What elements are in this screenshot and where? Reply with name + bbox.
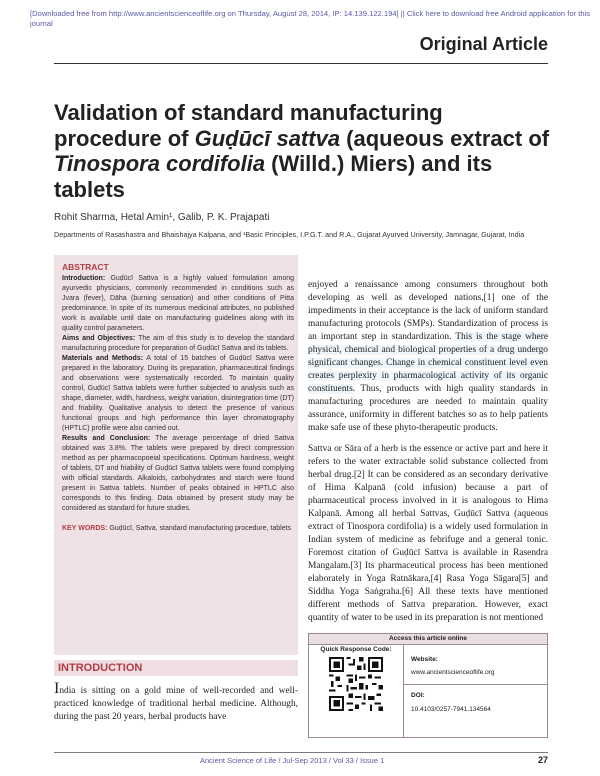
highlighted-text: This is the stage where physical, chemical and biological properties of a drug undergo significant changes. Change in chemical constituent level even creates perplexity in pharmacological activity of its organic constituents. [308, 332, 549, 394]
right-paragraph-1 [308, 279, 548, 435]
paragraph-1-start: enjoyed a renaissance among consumers throughout both developing as well as developed nations,[1] one of the impediments in their acceptance is the lack of uniform standard manufacturing protocols (SMPs). Standardization of process is an important step in standardization. [308, 280, 548, 342]
introduction-text [54, 682, 298, 724]
right-column-text [308, 279, 548, 625]
title-part-2: (aqueous extract of [340, 125, 550, 151]
affiliation: Departments of Rasashastra and Bhaishajya Kalpana, and ¹Basic Principles, I.P.G.T. and R.A., Gujarat Ayurved University, Jamnagar, Gujarat, India [54, 230, 525, 239]
website-link[interactable]: www.ancientscienceoflife.org [411, 669, 495, 676]
abstract-methods [62, 354, 294, 434]
footer-rule [54, 752, 548, 753]
abstract-keywords [62, 524, 294, 534]
doi-value[interactable]: 10.4103/0257-7941.134564 [411, 706, 491, 713]
article-title [54, 100, 554, 202]
access-box-divider [403, 684, 547, 685]
download-banner[interactable]: [Downloaded free from http://www.ancientscienceoflife.org on Thursday, August 28, 2014, IP: 14.139.122.194] || Click here to download free Android application for this [30, 9, 591, 18]
keywords-label: KEY WORDS: [62, 525, 108, 532]
download-banner-continued[interactable]: journal [30, 19, 53, 28]
doi-label: DOI: [411, 692, 425, 699]
qr-label: Quick Response Code: [320, 646, 392, 653]
abstract-intro-text: Guḍūcī Sattva is a highly valued formulation among ayurvedic physicians, commonly recommended in conditions such as Jvara (fever), Dāha (burning sensation) and other conditions of Pitta predominance. In spite of its numerous medicinal attributes, no published work is available until date on manufacturing guidelines along with its quality control parameters. [62, 275, 294, 332]
title-italic-2: Tinospora cordifolia [54, 151, 266, 176]
page-number: 27 [537, 755, 548, 765]
access-online-box [308, 633, 548, 738]
authors: Rohit Sharma, Hetal Amin¹, Galib, P. K. Prajapati [54, 212, 270, 223]
abstract-results-text: The average percentage of dried Sattva obtained was 3.8%. The tablets were prepared by direct compression method as per pharmacopoeial specifications. Optimum hardness, weight of tablets, DT and friability of Guḍūcī Sattva tablets were found complying with official standards. Alkaloids, carbohydrates and starch were found present in Sattva tablets. Number of peaks obtained in HPTLC also corresponds to this finding. Data obtained by present study may be considered as standard for future studies. [62, 435, 294, 512]
journal-footer: Ancient Science of Life / Jul-Sep 2013 / Vol 33 / Issue 1 [200, 756, 385, 765]
abstract-methods-label: Materials and Methods: [62, 355, 144, 362]
right-paragraph-2: Sattva or Sāra of a herb is the essence or active part and here it refers to the water extractable solid substance collected from herbal drug.[2] It can be considered as an secondary derivative of Hima Kalpanā (cold infusion) because a part of pharmaceutical process involved in it is analogous to Hima Kalpanā. Among all herbal Sattvas, Guḍūcī Sattva (aqueous extract of Tinospora cordifolia) is a widely used formulation in Indian system of medicine as febrifuge and a general tonic. Foremost citation of Guḍūcī Sattva is available in Rasendra Mangalam.[3] Its pharmaceutical process has been mentioned elaborately in Yoga Ratnākara,[4] Rasa Yoga Sāgara[5] and Siddha Yoga Saṅgraha.[6] All these texts have mentioned different methods of Sattva preparation. However, exact quantity of water to be used in its preparation is not mentioned [308, 444, 548, 623]
header-rule [54, 63, 548, 64]
section-label: Original Article [419, 34, 548, 54]
abstract-body [62, 274, 294, 534]
abstract-methods-text: A total of 15 batches of Guḍūcī Sattva were prepared in the laboratory. During its preparation, pharmaceutical findings and observations were systematically recorded. To maintain quality control, Guḍūcī Sattva tablets were further subjected to analysis such as shape, diameter, width, hardness, weight variation, disintegration time (DT) and friability. Qualitative analysis to detect the presence of various functional groups and high performance thin layer chromatography (HPTLC) profile were also carried out. [62, 355, 294, 432]
drop-cap: I [54, 680, 60, 697]
abstract-results-label: Results and Conclusion: [62, 435, 151, 442]
introduction-paragraph: ndia is sitting on a gold mine of well-recorded and well-practiced knowledge of traditional herbal medicine. Although, during the past 20 years, herbal products have [54, 686, 298, 722]
title-part-1: Validation of standard manufacturing procedure of [54, 100, 443, 151]
abstract-results [62, 434, 294, 514]
qr-code-icon[interactable] [329, 657, 383, 711]
title-italic-1: Guḍūcī sattva [194, 125, 341, 151]
abstract-aims-text: The aim of this study is to develop the standard manufacturing procedure for preparation of Guḍūcī Sattva and its tablets. [62, 335, 294, 352]
abstract-intro-label: Introduction: [62, 275, 106, 282]
abstract-aims-label: Aims and Objectives: [62, 335, 136, 342]
abstract-heading: ABSTRACT [62, 262, 109, 272]
abstract-introduction [62, 274, 294, 334]
abstract-box [54, 255, 298, 655]
qr-section [309, 644, 404, 737]
paragraph-1-end: Thus, products with high quality standards in manufacturing procedures are needed to maintain quality assurance, uniformity in different batches so as to help patients make safe use of these phyto-therapeutic products. [308, 384, 548, 433]
abstract-aims [62, 334, 294, 354]
access-box-header: Access this article online [309, 634, 547, 645]
introduction-heading: INTRODUCTION [54, 660, 298, 676]
keywords-text: Guḍūcī, Sattva, standard manufacturing procedure, tablets [107, 525, 292, 532]
website-label: Website: [411, 656, 438, 663]
title-part-3: (Willd.) Miers) and its tablets [54, 151, 493, 202]
